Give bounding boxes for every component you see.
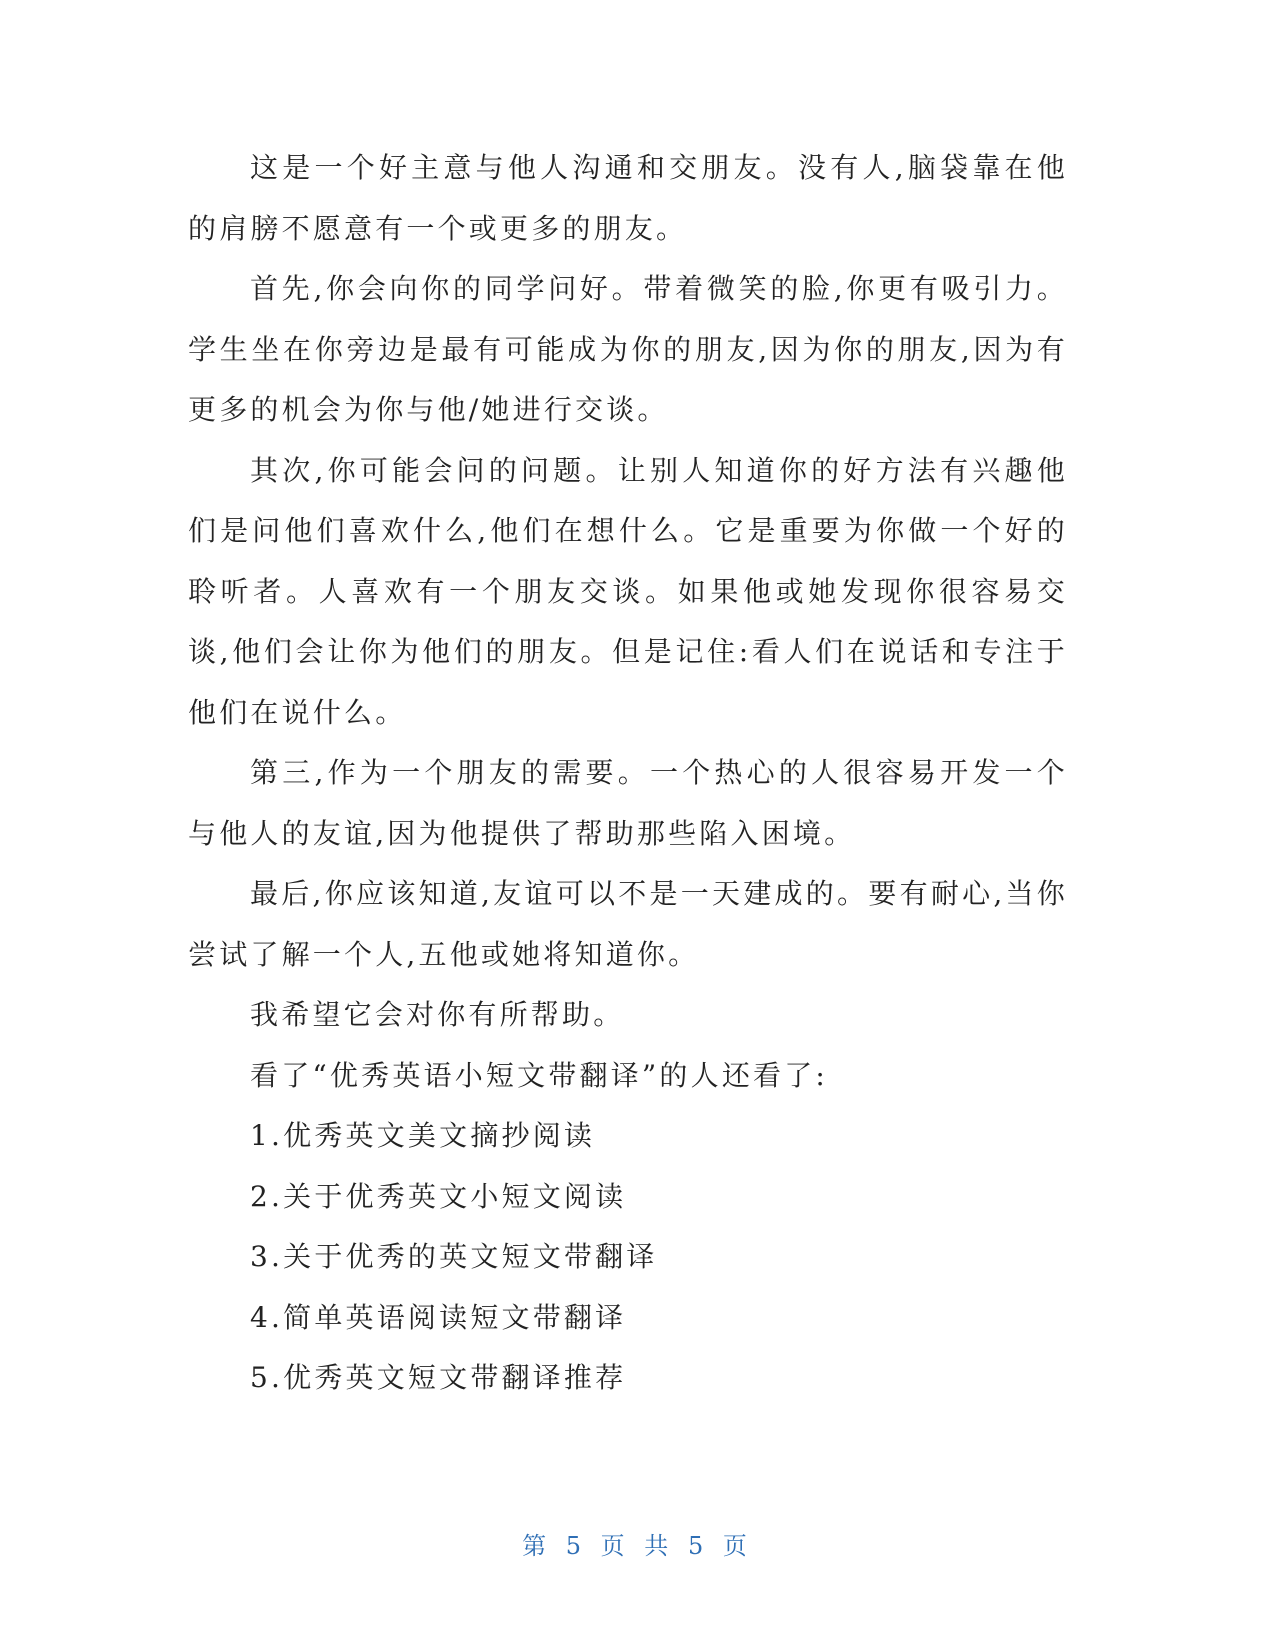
paragraph-second: 其次,你可能会问的问题。让别人知道你的好方法有兴趣他们是问他们喜欢什么,他们在想什么。它是重要为你做一个好的聆听者。人喜欢有一个朋友交谈。如果他或她发现你很容易交谈,他们会让你为他们的朋友。但是记住:看人们在说话和专注于他们在说什么。: [188, 453, 1068, 729]
paragraph-third: 第三,作为一个朋友的需要。一个热心的人很容易开发一个与他人的友谊,因为他提供了帮助那些陷入困境。: [188, 756, 1068, 850]
document-body: [188, 138, 1068, 1409]
related-link-3[interactable]: 3.关于优秀的英文短文带翻译: [250, 1240, 658, 1273]
paragraph-finally: 最后,你应该知道,友谊可以不是一天建成的。要有耐心,当你尝试了解一个人,五他或她将知道你。: [188, 877, 1068, 971]
related-link-4[interactable]: 4.简单英语阅读短文带翻译: [250, 1300, 627, 1334]
related-link-5[interactable]: 5.优秀英文短文带翻译推荐: [250, 1361, 627, 1394]
related-heading: 看了“优秀英语小短文带翻译”的人还看了:: [250, 1058, 829, 1092]
paragraph-first: 首先,你会向你的同学问好。带着微笑的脸,你更有吸引力。学生坐在你旁边是最有可能成为你的朋友,因为你的朋友,因为有更多的机会为你与他/她进行交谈。: [188, 272, 1068, 426]
paragraph-intro: 这是一个好主意与他人沟通和交朋友。没有人,脑袋靠在他的肩膀不愿意有一个或更多的朋友。: [188, 151, 1068, 245]
related-link-2[interactable]: 2.关于优秀英文小短文阅读: [250, 1179, 627, 1213]
paragraph-hope: 我希望它会对你有所帮助。: [250, 998, 625, 1031]
page-number-footer: 第 5 页 共 5 页: [522, 1532, 753, 1560]
related-list: [188, 1106, 1068, 1409]
related-link-1[interactable]: 1.优秀英文美文摘抄阅读: [250, 1119, 596, 1152]
